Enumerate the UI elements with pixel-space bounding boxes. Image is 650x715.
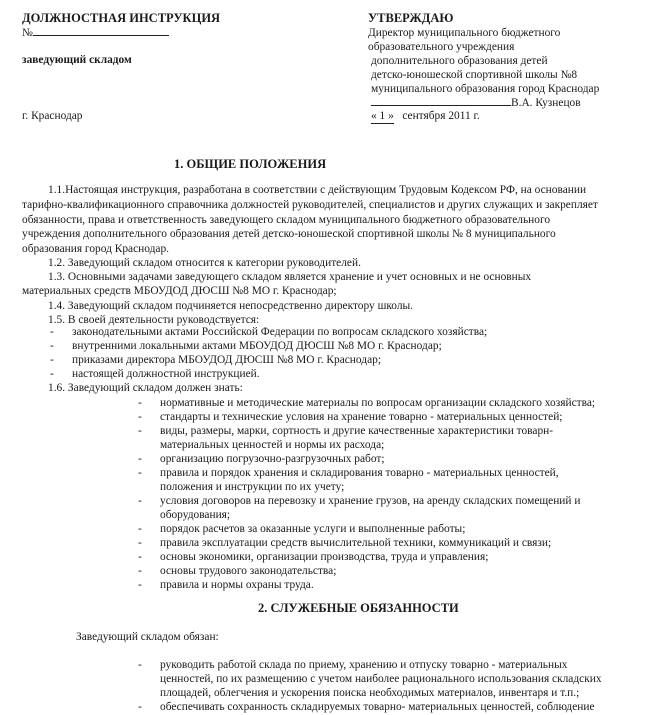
list-item-text: приказами директора МБОУДОД ДЮСШ №8 МО г. Краснодар; [72, 354, 381, 366]
document-number: № [22, 25, 169, 40]
list-item-text: основы трудового законодательства; [160, 565, 337, 577]
bullet-dash: - [50, 354, 54, 366]
paragraph-line: образования город Краснодар. [22, 243, 169, 255]
bullet-dash: - [138, 411, 142, 423]
approve-date: « 1 » сентября 2011 г. [371, 110, 480, 122]
list-item-text: основы экономики, организации производства, труда и управления; [160, 551, 489, 563]
section-title: 2. СЛУЖЕБНЫЕ ОБЯЗАННОСТИ [258, 601, 459, 615]
bullet-dash: - [50, 368, 54, 380]
approve-line: дополнительного образования детей [371, 55, 548, 67]
bullet-dash: - [138, 659, 142, 671]
bullet-dash: - [50, 326, 54, 338]
paragraph-line: 1.6. Заведующий складом должен знать: [48, 382, 243, 394]
list-item-text: виды, размеры, марки, сортность и другие качественные характеристики товарн- [160, 425, 554, 437]
bullet-dash: - [138, 495, 142, 507]
list-item-text: положения и инструкции по их учету; [160, 481, 345, 493]
list-item-text: условия договоров на перевозку и хранение грузов, на аренду складских помещений и [160, 495, 581, 507]
list-item-text: материальных ценностей и нормы их расхода; [160, 439, 385, 451]
bullet-dash: - [138, 565, 142, 577]
list-item-text: площадей, облегчения и ускорения поиска необходимых материалов, инвентаря и т.п.; [160, 687, 580, 699]
position-name: заведующий складом [22, 54, 132, 66]
bullet-dash: - [138, 523, 142, 535]
list-item-text: нормативные и методические материалы по вопросам организации складского хозяйства; [160, 397, 596, 409]
paragraph-line: обязанности, права и ответственность заведующего складом муниципального бюджетного образовательного [22, 214, 551, 226]
paragraph-line: 1.1.Настоящая инструкция, разработана в соответствии с действующим Трудовым Кодексом РФ, на основании [48, 184, 587, 196]
list-item-text: настоящей должностной инструкцией. [72, 368, 260, 380]
approve-heading: УТВЕРЖДАЮ [368, 11, 454, 25]
paragraph-line: 1.2. Заведующий складом относится к категории руководителей. [48, 257, 361, 269]
city: г. Краснодар [22, 110, 83, 122]
bullet-dash: - [138, 453, 142, 465]
paragraph-line: Заведующий складом обязан: [76, 631, 219, 643]
approve-line: Директор муниципального бюджетного [368, 27, 561, 39]
section-title: 1. ОБЩИЕ ПОЛОЖЕНИЯ [174, 157, 327, 171]
signature-line [371, 94, 581, 110]
paragraph-line: 1.5. В своей деятельности руководствуется: [48, 314, 260, 326]
list-item-text: законодательными актами Российской Федерации по вопросам складского хозяйства; [72, 326, 488, 338]
paragraph-line: 1.4. Заведующий складом подчиняется непосредственно директору школы. [48, 300, 414, 312]
bullet-dash: - [138, 397, 142, 409]
paragraph-line: материальных средств МБОУДОД ДЮСШ №8 МО г. Краснодар; [22, 285, 337, 297]
list-item-text: стандарты и технические условия на хранение товарно - материальных ценностей; [160, 411, 563, 423]
list-item-text: ценностей, по их размещению с учетом наиболее рационального использования складских [160, 673, 602, 685]
list-item-text: руководить работой склада по приему, хранению и отпуску товарно - материальных [160, 659, 568, 671]
bullet-dash: - [138, 425, 142, 437]
list-item-text: оборудования; [160, 509, 231, 521]
list-item-text: внутренними локальными актами МБОУДОД ДЮСШ №8 МО г. Краснодар; [72, 340, 442, 352]
bullet-dash: - [138, 701, 142, 713]
bullet-dash: - [50, 340, 54, 352]
approve-line: образовательного учреждения [368, 41, 515, 53]
bullet-dash: - [138, 537, 142, 549]
bullet-dash: - [138, 579, 142, 591]
approve-line: муниципального образования город Краснодар [371, 83, 600, 95]
paragraph-line: учреждения дополнительного образования детей детско-юношеской спортивной школы № 8 муниципального [22, 228, 556, 240]
paragraph-line: 1.3. Основными задачами заведующего складом является хранение и учет основных и не основных [48, 271, 532, 283]
signer-name: В.А. Кузнецов [511, 97, 581, 109]
bullet-dash: - [138, 551, 142, 563]
list-item-text: правила и нормы охраны труда. [160, 579, 314, 591]
list-item-text: порядок расчетов за оказанные услуги и выполненные работы; [160, 523, 466, 535]
approve-line: детско-юношеской спортивной школы №8 [371, 69, 578, 81]
list-item-text: обеспечивать сохранность складируемых товарно- материальных ценностей, соблюдение [160, 701, 595, 713]
paragraph-line: тарифно-квалификационного справочника должностей руководителей, специалистов и других служащих и закрепляет [22, 199, 598, 211]
list-item-text: правила и порядок хранения и складирования товарно - материальных ценностей, [160, 467, 559, 479]
document-title: ДОЛЖНОСТНАЯ ИНСТРУКЦИЯ [22, 11, 221, 25]
list-item-text: организацию погрузочно-разгрузочных работ; [160, 453, 385, 465]
bullet-dash: - [138, 467, 142, 479]
list-item-text: правила эксплуатации средств вычислительной техники, коммуникаций и связи; [160, 537, 552, 549]
